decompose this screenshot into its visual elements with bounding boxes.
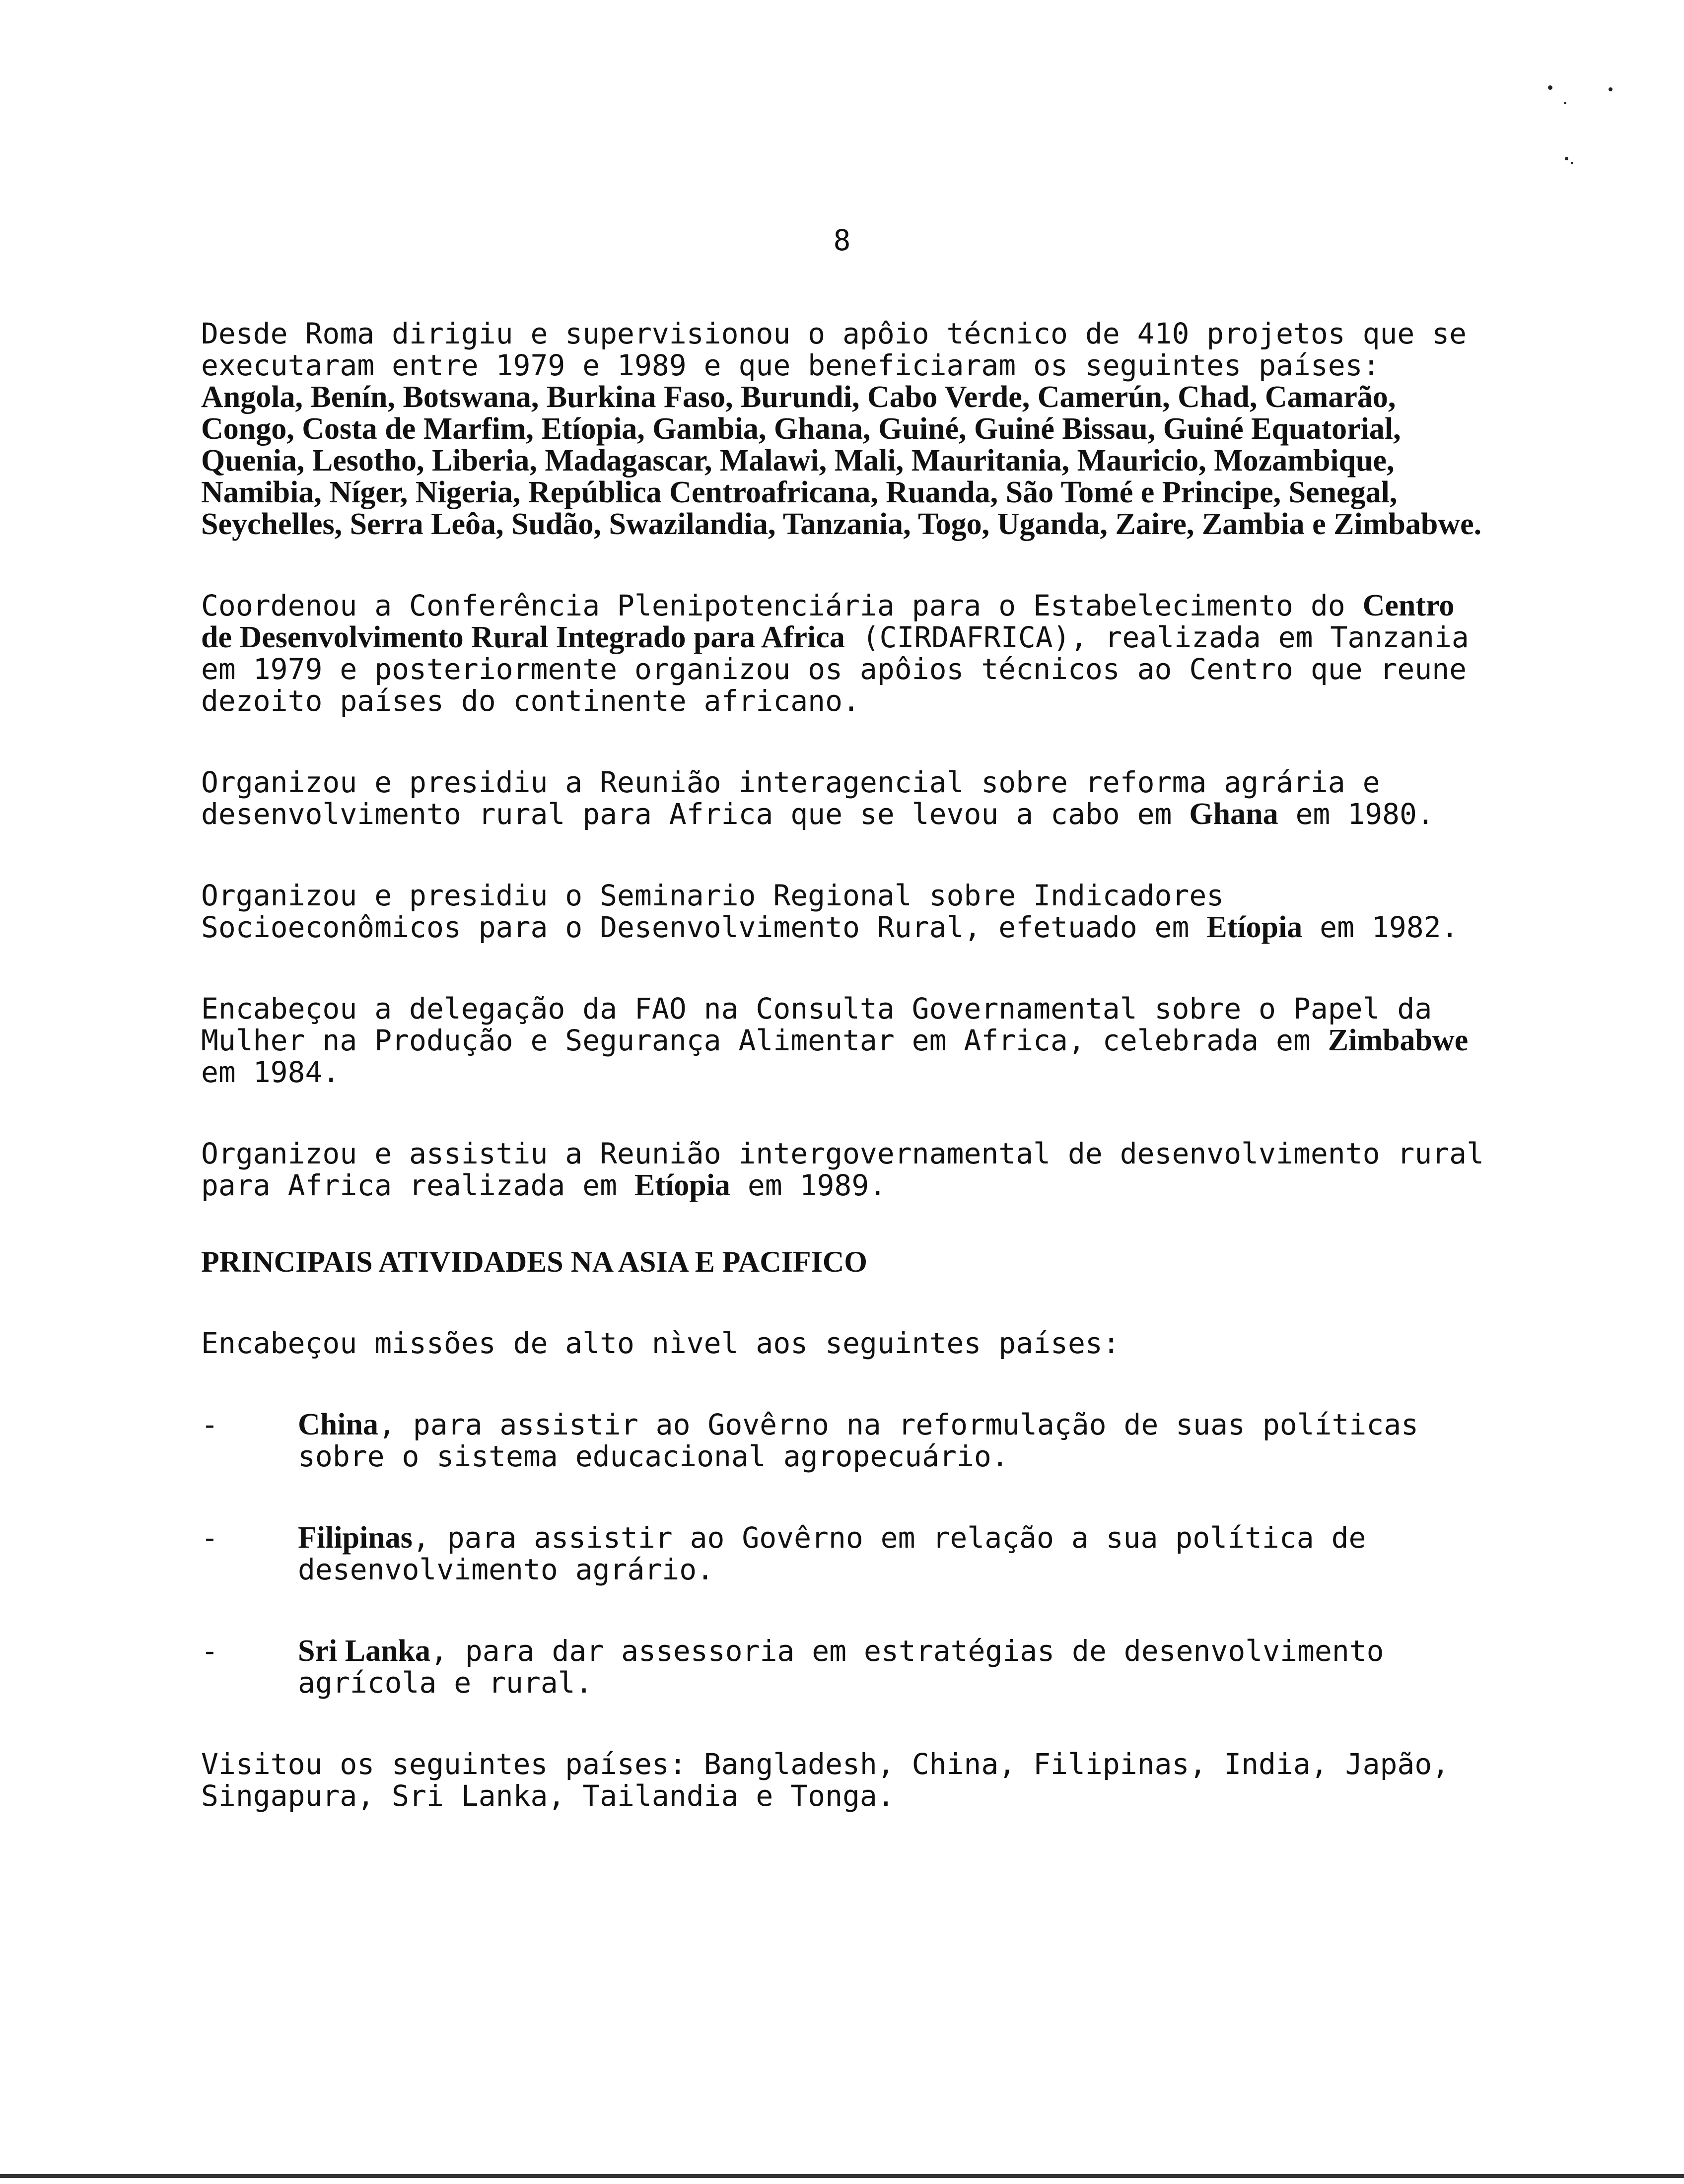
- scan-speck: [1548, 85, 1552, 90]
- paragraph-text: em 1984.: [201, 1055, 340, 1089]
- bullet-dash: -: [201, 1408, 218, 1441]
- page-body: [201, 318, 1492, 1861]
- country-list: Angola, Benín, Botswana, Burkina Faso, Burundi, Cabo Verde, Camerún, Chad, Camarão, Congo, Costa de Marfim, Etíopia, Gambia, Ghana, Guiné, Guiné Bissau, Guiné Equatorial, Quenia, Lesotho, Liberia, Madagascar, Malawi, Mali, Mauritania, Mauricio, Mozambique, Namibia, Níger, Nigeria, República Centroafricana, Ruanda, São Tomé e Principe, Senegal, Seychelles, Serra Leôa, Sudão, Swazilandia, Tanzania, Togo, Uganda, Zaire, Zambia e Zimbabwe.: [201, 380, 1482, 541]
- paragraph-text: Desde Roma dirigiu e supervisionou o apôio técnico de 410 projetos que se executaram entre 1979 e 1989 e que beneficiaram os seguintes países:: [201, 317, 1467, 382]
- paragraph-text: em 1989.: [730, 1168, 887, 1202]
- paragraph-text: , para assistir ao Govêrno em relação a sua política de desenvolvimento agrário.: [298, 1521, 1366, 1586]
- list-item: [201, 1635, 1492, 1699]
- paragraph-text: , para assistir ao Govêrno na reformulação de suas políticas sobre o sistema educacional agropecuário.: [298, 1408, 1419, 1473]
- list-item: [201, 1409, 1492, 1472]
- paragraph-text: Organizou e assistiu a Reunião intergovernamental de desenvolvimento rural para Africa realizada em: [201, 1137, 1484, 1202]
- paragraph-african-projects: [201, 318, 1492, 540]
- paragraph-missions-intro: Encabeçou missões de alto nìvel aos seguintes países:: [201, 1326, 1120, 1360]
- paragraph-text: em 1980.: [1278, 797, 1434, 831]
- bold-text: Centro de Desenvolvimento Rural Integrado para Africa: [201, 589, 1455, 654]
- paragraph-ethiopia-meeting: [201, 1138, 1492, 1201]
- scan-speck: [1565, 157, 1568, 160]
- bold-text: Zimbabwe: [1328, 1024, 1469, 1057]
- bold-text: Sri Lanka: [298, 1634, 431, 1668]
- bullet-dash: -: [201, 1521, 218, 1555]
- page-number: 8: [833, 223, 851, 257]
- scan-speck: [1571, 162, 1573, 164]
- scan-speck: [1609, 87, 1613, 91]
- list-item: [201, 1522, 1492, 1585]
- paragraph-text: , para dar assessoria em estratégias de desenvolvimento agrícola e rural.: [298, 1634, 1384, 1700]
- list-item-text: [298, 1522, 1492, 1585]
- paragraph-text: Organizou e presidiu a Reunião interagencial sobre reforma agrária e desenvolvimento rural para Africa que se levou a cabo em: [201, 765, 1380, 831]
- paragraph-zimbabwe-consultation: [201, 993, 1492, 1088]
- bold-text: Filipinas: [298, 1521, 413, 1555]
- section-heading: PRINCIPAIS ATIVIDADES NA ASIA E PACIFICO: [201, 1245, 867, 1278]
- bold-text: Ghana: [1189, 797, 1278, 831]
- paragraph-ghana-meeting: [201, 766, 1492, 830]
- list-item-text: [298, 1635, 1492, 1699]
- paragraph-text: em 1982.: [1302, 910, 1459, 944]
- bottom-rule: [0, 2174, 1684, 2178]
- paragraph-text: Encabeçou a delegação da FAO na Consulta Governamental sobre o Papel da Mulher na Produção e Segurança Alimentar em Africa, celebrada em: [201, 992, 1432, 1057]
- scan-speck: [1564, 102, 1566, 104]
- bullet-dash: -: [201, 1634, 218, 1668]
- paragraph-text: Organizou e presidiu o Seminario Regional sobre Indicadores Socioeconômicos para o Desenvolvimento Rural, efetuado em: [201, 879, 1224, 944]
- paragraph-text: (CIRDAFRICA), realizada em Tanzania em 1979 e posteriormente organizou os apôios técnicos ao Centro que reune dezoito países do continente africano.: [201, 620, 1469, 718]
- paragraph-ethiopia-seminar: [201, 880, 1492, 943]
- list-item-text: [298, 1409, 1492, 1472]
- paragraph-visited-countries: Visitou os seguintes países: Bangladesh, China, Filipinas, India, Japão, Singapura, Sri Lanka, Tailandia e Tonga.: [201, 1747, 1450, 1813]
- bold-text: Etíopia: [634, 1168, 730, 1202]
- paragraph-cirdafrica: [201, 590, 1492, 717]
- bold-text: Etíopia: [1206, 910, 1303, 944]
- bold-text: China: [298, 1408, 378, 1441]
- paragraph-text: Coordenou a Conferência Plenipotenciária para o Estabelecimento do: [201, 589, 1363, 622]
